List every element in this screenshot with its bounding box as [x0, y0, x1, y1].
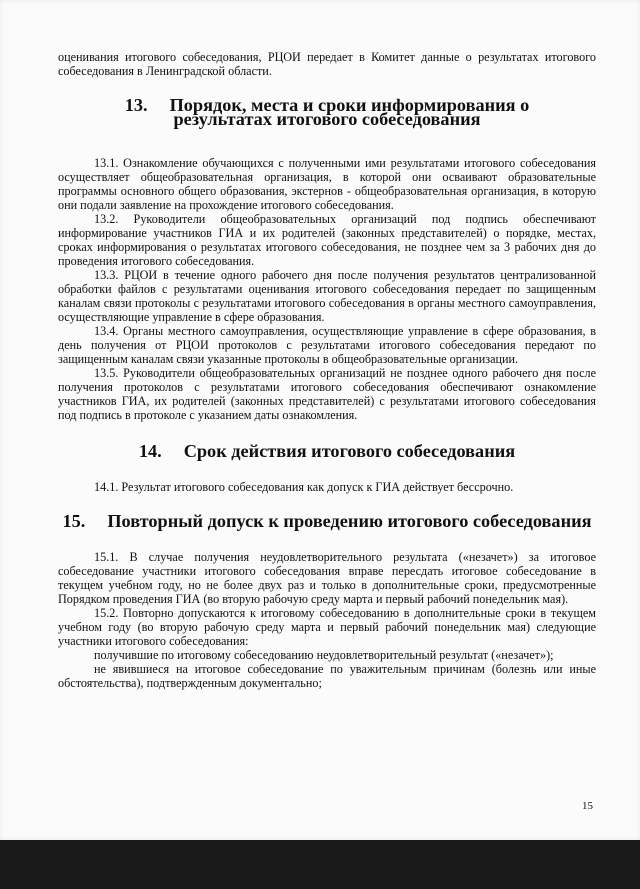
scanner-black-border	[0, 840, 640, 889]
paragraph-13-1: 13.1. Ознакомление обучающихся с полученными ими результатами итогового собеседования осуществляет общеобразовательная организация, в которой они осваивают образовательные программы основного общего образования, экстернов - общеобразовательная организация, в которую они подали заявление на прохождение итогового собеседования.	[58, 156, 596, 212]
section-14-number: 14.	[138, 441, 162, 461]
section-13-number: 13.	[124, 95, 148, 115]
list-item-unsatisfactory: получившие по итоговому собеседованию неудовлетворительный результат («незачет»);	[94, 648, 554, 662]
paragraph-14-1: 14.1. Результат итогового собеседования как допуск к ГИА действует бессрочно.	[94, 480, 514, 494]
section-15-number: 15.	[62, 511, 86, 531]
paragraph-13-2: 13.2. Руководители общеобразовательных организаций под подпись обеспечивают информирование участников ГИА и их родителей (законных представителей) о порядке, местах, сроках информирования о результатах итогового собеседования, не позднее чем за 3 рабочих дня до проведения итогового собеседования.	[58, 212, 596, 268]
section-13-heading	[58, 95, 596, 129]
list-item-absent: не явившиеся на итоговое собеседование по уважительным причинам (болезнь или иные обстоятельства), подтвержденным документально;	[58, 662, 596, 690]
section-13-title: Порядок, места и сроки информирования о результатах итогового собеседования	[169, 95, 530, 129]
paragraph-13-3: 13.3. РЦОИ в течение одного рабочего дня после получения результатов централизованной обработки файлов с результатами оценивания итогового собеседования передает по защищенным каналам связи протоколы с результатами итогового собеседования в органы местного самоуправления, осуществляющие управление в сфере образования.	[58, 268, 596, 324]
paragraph-15-2: 15.2. Повторно допускаются к итоговому собеседованию в дополнительные сроки в текущем учебном году (во вторую рабочую среду марта и первый рабочий понедельник мая) следующие участники итогового собеседования:	[58, 606, 596, 648]
section-15-title: Повторный допуск к проведению итогового собеседования	[107, 511, 592, 531]
section-15-heading	[58, 511, 596, 531]
section-14-title: Срок действия итогового собеседования	[183, 441, 516, 461]
paragraph-15-1: 15.1. В случае получения неудовлетворительного результата («незачет») за итоговое собеседование участники итогового собеседования вправе пересдать итоговое собеседование в текущем учебном году, но не более двух раз и только в дополнительные сроки, предусмотренные Порядком проведения ГИА (во вторую рабочую среду марта и первый рабочий понедельник мая).	[58, 550, 596, 606]
paragraph-13-4: 13.4. Органы местного самоуправления, осуществляющие управление в сфере образования, в день получения от РЦОИ протоколов с результатами итогового собеседования передают по защищенным каналам связи указанные протоколы в общеобразовательные организации.	[58, 324, 596, 366]
paragraph-13-5: 13.5. Руководители общеобразовательных организаций не позднее одного рабочего дня после получения протоколов с результатами итогового собеседования обеспечивают ознакомление участников ГИА, их родителей (законных представителей) с результатами итогового собеседования под подпись в протоколе с указанием даты ознакомления.	[58, 366, 596, 422]
page-number: 15	[582, 800, 593, 812]
section-14-heading	[58, 441, 596, 461]
intro-paragraph: оценивания итогового собеседования, РЦОИ передает в Комитет данные о результатах итогового собеседования в Ленинградской области.	[58, 50, 596, 78]
document-body	[58, 50, 596, 690]
